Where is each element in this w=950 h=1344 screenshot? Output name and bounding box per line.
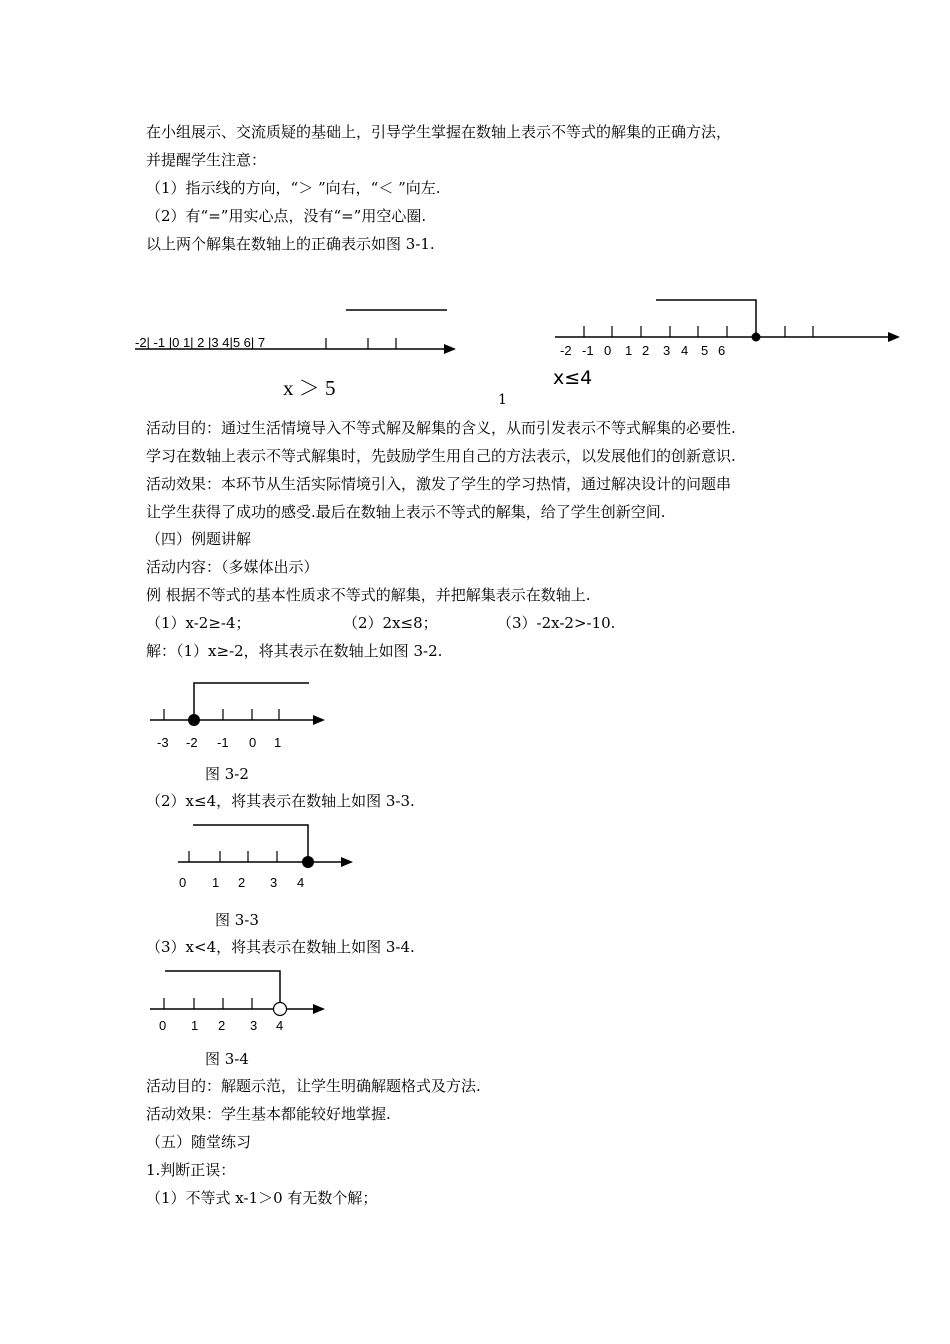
tick-label: 1 [274, 735, 282, 750]
paragraph-line: 1.判断正误： [146, 1161, 236, 1179]
paragraph-line: 活动效果：学生基本都能较好地掌握. [146, 1105, 391, 1123]
number-line-fig-3-4 [145, 965, 335, 1040]
paragraph-line: （2）有“=”用实心点，没有“=”用空心圈. [146, 207, 427, 225]
paragraph-line: 例 根据不等式的基本性质求不等式的解集，并把解集表示在数轴上. [146, 586, 591, 604]
tick-label: -2 [186, 735, 198, 750]
paragraph-line: （2）x≤4，将其表示在数轴上如图 3-3. [146, 792, 415, 810]
paragraph-line: 以上两个解集在数轴上的正确表示如图 3-1. [146, 235, 435, 253]
tick-label: 1 [625, 343, 633, 358]
tick-label: 4 [681, 343, 689, 358]
number-line-labels: -2| -1 |0 1| 2 |3 4|5 6| 7 [135, 335, 266, 350]
tick-label: 2 [642, 343, 650, 358]
inequality-caption: x≤4 [553, 367, 593, 389]
section-heading: （五）随堂练习 [146, 1133, 252, 1151]
tick-label: 2 [238, 875, 246, 890]
section-heading: （四）例题讲解 [146, 530, 252, 548]
problem-3: （3）-2x-2>-10. [497, 614, 616, 632]
tick-label: -1 [582, 343, 594, 358]
problem-1: （1）x-2≥-4； [146, 614, 251, 632]
tick-label: 3 [663, 343, 671, 358]
number-line-fig-3-3 [175, 820, 365, 895]
tick-label: 0 [159, 1018, 167, 1033]
tick-label: 6 [718, 343, 726, 358]
paragraph-line: 活动效果：本环节从生活实际情境引入，激发了学生的学习热情，通过解决设计的问题串 [146, 475, 732, 493]
paragraph-line: 并提醒学生注意： [146, 151, 267, 169]
tick-label: -3 [157, 735, 169, 750]
paragraph-line: 活动目的：解题示范，让学生明确解题格式及方法. [146, 1077, 481, 1095]
tick-label: 4 [276, 1018, 284, 1033]
paragraph-line: 学习在数轴上表示不等式解集时，先鼓励学生用自己的方法表示，以发展他们的创新意识. [146, 447, 736, 465]
tick-label: 0 [249, 735, 257, 750]
tick-label: 0 [604, 343, 612, 358]
tick-label: -2 [560, 343, 572, 358]
figure-caption: 图 3-3 [215, 911, 259, 929]
tick-label: 3 [270, 875, 278, 890]
tick-label: 1 [191, 1018, 199, 1033]
paragraph-line: （3）x<4，将其表示在数轴上如图 3-4. [146, 938, 415, 956]
paragraph-line: （1）不等式 x-1＞0 有无数个解； [146, 1189, 378, 1207]
tick-label: 1 [212, 875, 220, 890]
paragraph-line: 活动内容：（多媒体出示） [146, 558, 319, 576]
inequality-caption: x ＞ 5 [283, 376, 336, 400]
page-number: 1 [498, 392, 507, 408]
paragraph-line: （1）指示线的方向，“＞ ”向右，“＜ ”向左. [146, 179, 441, 197]
tick-label: 2 [218, 1018, 226, 1033]
number-line-fig-3-2 [145, 675, 345, 755]
tick-label: 5 [701, 343, 709, 358]
problem-2: （2）2x≤8； [343, 614, 438, 632]
paragraph-line: 解：（1）x≥-2，将其表示在数轴上如图 3-2. [146, 642, 443, 660]
figure-caption: 图 3-4 [205, 1050, 249, 1068]
tick-label: -1 [217, 735, 229, 750]
tick-label: 3 [250, 1018, 258, 1033]
paragraph-line: 在小组展示、交流质疑的基础上，引导学生掌握在数轴上表示不等式的解集的正确方法， [146, 123, 732, 141]
tick-label: 4 [297, 875, 305, 890]
paragraph-line: 活动目的：通过生活情境导入不等式解及解集的含义，从而引发表示不等式解集的必要性. [146, 419, 736, 437]
number-line-x-le-4 [550, 290, 910, 370]
figure-caption: 图 3-2 [205, 765, 249, 783]
tick-label: 0 [179, 875, 187, 890]
paragraph-line: 让学生获得了成功的感受.最后在数轴上表示不等式的解集，给了学生创新空间. [146, 503, 666, 521]
